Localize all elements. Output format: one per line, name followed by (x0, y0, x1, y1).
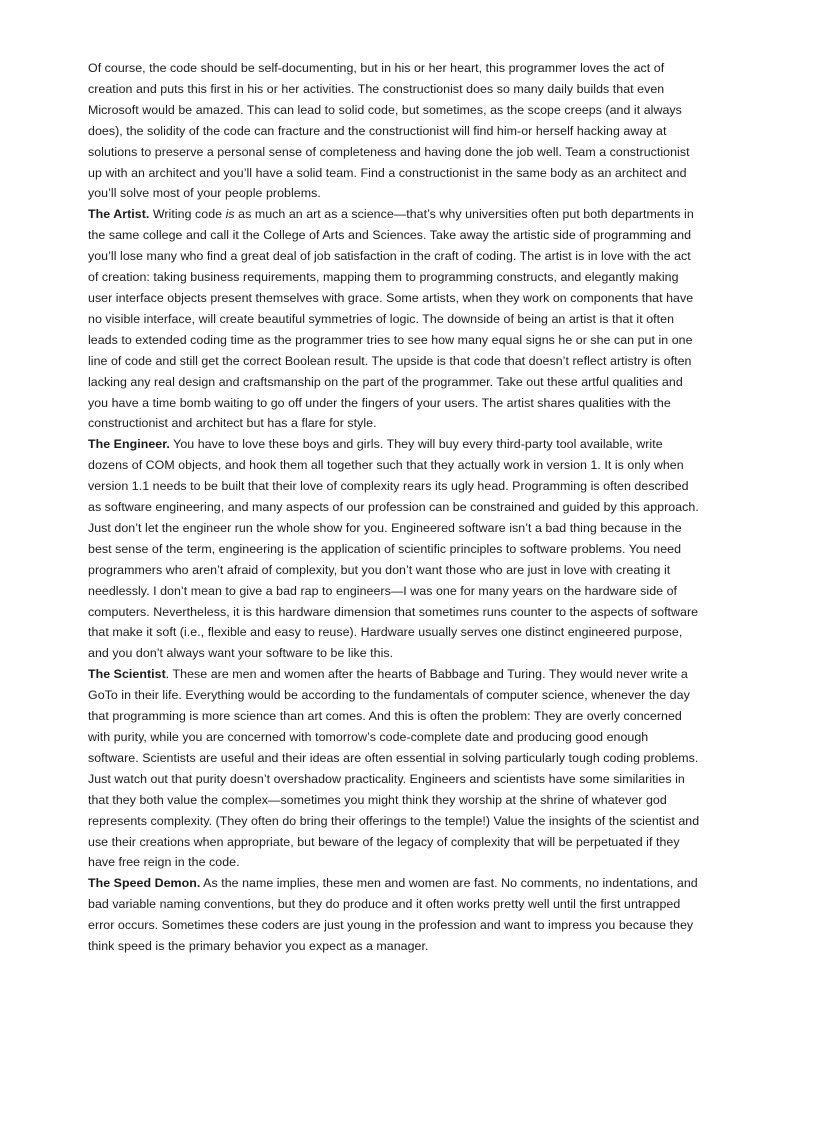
paragraph-heading: The Scientist (88, 667, 166, 682)
emphasis-text: is (225, 207, 235, 222)
paragraph-artist (88, 204, 700, 434)
paragraph-text: You have to love these boys and girls. They will buy every third-party tool available, write dozens of COM objects, and hook them all together such that they actually work in version 1. It is only when version 1.1 needs to be built that their love of complexity rears its ugly head. Programming is often described as software engineering, and many aspects of our profession can be constrained and guided by this approach. Just don’t let the engineer run the whole show for you. Engineered software isn’t a bad thing because in the best sense of the term, engineering is the application of scientific principles to software problems. You need programmers who aren’t afraid of complexity, but you don’t want those who are just in love with creating it needlessly. I don’t mean to give a bad rap to engineers—I was one for many years on the hardware side of computers. Nevertheless, it is this hardware dimension that sometimes runs counter to the aspects of software that make it soft (i.e., flexible and easy to reuse). Hardware usually serves one distinct engineered purpose, and you don’t always want your software to be like this. (88, 437, 699, 661)
paragraph-engineer (88, 434, 700, 664)
paragraph-scientist (88, 664, 700, 873)
paragraph-heading: The Engineer. (88, 437, 170, 452)
paragraph-text: as much an art as a science—that’s why universities often put both departments in the same college and call it the College of Arts and Sciences. Take away the artistic side of programming and you’ll lose many who find a great deal of job satisfaction in the craft of coding. The artist is in love with the act of creation: taking business requirements, mapping them to programming constructs, and elegantly making user interface objects present themselves with grace. Some artists, when they work on components that have no visible interface, will create beautiful symmetries of logic. The downside of being an artist is that it often leads to extended coding time as the programmer tries to see how many equal signs he or she can put in one line of code and still get the correct Boolean result. The upside is that code that doesn’t reflect artistry is often lacking any real design and craftsmanship on the part of the programmer. Take out these artful qualities and you have a time bomb waiting to go off under the fingers of your users. The artist shares qualities with the constructionist and architect but has a flare for style. (88, 207, 694, 431)
paragraph-text: As the name implies, these men and women are fast. No comments, no indentations, and bad variable naming conventions, but they do produce and it often works pretty well until the first untrapped error occurs. Sometimes these coders are just young in the profession and want to impress you because they think speed is the primary behavior you expect as a manager. (88, 876, 698, 954)
document-page (88, 58, 700, 957)
paragraph-text: Writing code (149, 207, 226, 222)
paragraph-heading: The Speed Demon. (88, 876, 201, 891)
paragraph-speed-demon (88, 873, 700, 957)
paragraph-text: . These are men and women after the hearts of Babbage and Turing. They would never write a GoTo in their life. Everything would be according to the fundamentals of computer science, whenever the day that programming is more science than art comes. And this is often the problem: They are overly concerned with purity, while you are concerned with tomorrow’s code-complete date and producing good enough software. Scientists are useful and their ideas are often essential in solving particularly tough coding problems. Just watch out that purity doesn’t overshadow practicality. Engineers and scientists have some similarities in that they both value the complex—sometimes you might think they worship at the shrine of whatever god represents complexity. (They often do bring their offerings to the temple!) Value the insights of the scientist and use their creations when appropriate, but beware of the legacy of complexity that will be perpetuated if they have free reign in the code. (88, 667, 700, 870)
paragraph-intro (88, 58, 700, 204)
paragraph-text: Of course, the code should be self-documenting, but in his or her heart, this programmer loves the act of creation and puts this first in his or her activities. The constructionist does so many daily builds that even Microsoft would be amazed. This can lead to solid code, but sometimes, as the scope creeps (and it always does), the solidity of the code can fracture and the constructionist will find him-or herself hacking away at solutions to preserve a personal sense of completeness and having done the job well. Team a constructionist up with an architect and you’ll have a solid team. Find a constructionist in the same body as an architect and you’ll solve most of your people problems. (88, 61, 690, 201)
paragraph-heading: The Artist. (88, 207, 150, 222)
